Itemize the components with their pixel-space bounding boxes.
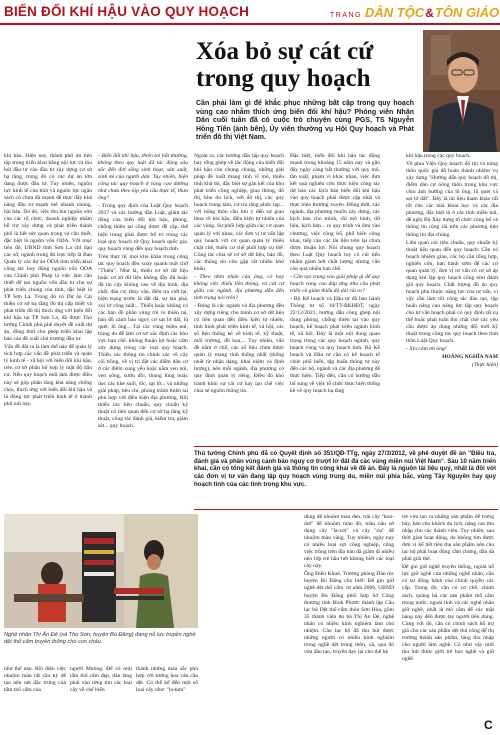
- header-rule: [0, 23, 500, 25]
- article2-column-3: [136, 666, 198, 695]
- article-paragraph: Đặc biệt, biến đổi khí hậu tác động mạnh trong khoảng 15 năm nay và gần đây ngày càng bất thường với quy mô, tần suất, phạm vi khác nhau, việc đưa kết quả nghiên cứu thực hiện công tác dự báo các kịch bản biến đổi khí hậu vào quy hoạch phải được cập nhật và thực hiện thường xuyên. Đồng thời, các ngành, địa phương muốn xây dựng, các kịch bản cho mình, rồi mô hình, dữ liệu, kịch bản... ra quy trình và đưa vào chương, việc công bố, phổ biến công khai, tiếp cận các tài liệu trên lại chưa được thuận lợi. Nói chung quy hoạch theo Luật Quy hoạch tuy có cải tiến nhằm giảm bớt chất lượng nhưng vẫn còn quá nhiều han chế.: [290, 153, 380, 272]
- article-byline-note: (Thực hiện): [471, 362, 498, 369]
- header-section-a: DÂN TỘC: [365, 5, 425, 20]
- article-column-2: [98, 153, 188, 431]
- article-title-line-2: trong quy hoạch: [196, 65, 371, 92]
- article-paragraph: khí hậu trong các quy hoạch.: [406, 153, 471, 159]
- interview-question: - Theo nhìn nhận của ông, có hay không việc thiếu liên thông, và cát cứ giữa các ngành, địa phương dẫn đến tình trạng nói trên?: [194, 273, 284, 301]
- article2-column-5: [402, 514, 494, 664]
- article-column-5: [406, 153, 498, 370]
- interview-answer: - Trong quy định của Luật Quy hoạch 2017 và các hướng dẫn Luật, giảm tác động của biến đổi khí hậu, phòng, chống thiên tai cũng được đề cập, thể hiện trong phải được bố trí trong các loại quy hoạch từ Quy hoạch quốc gia, quy hoạch vùng đến quy hoạch tỉnh.: [98, 203, 188, 252]
- interview-question: - Biến đổi khí hậu, thiên tai bất thường, không theo quy luật đã tác động sâu sắc đến đời sống sinh hoạt, sản xuất, sinh kế của người dân. Tuy nhiên, hiện công tác quy hoạch ở vùng cao dường như chưa theo kịp yêu cầu thực tế, thưa ông?: [98, 153, 188, 202]
- article-paragraph: Trên thực tế, mọi khó khăn trong công tác quy hoạch đều xoay quanh một chữ "Thiếu". Như là, thiếu cơ sở dữ liệu hoặc cơ sở dữ liệu không đầy đủ hoặc độ tin cậy không cao về địa hình, địa chất, dân cư, thủy văn, điều tra viết lại, hiện trạng trước là đất đá, sự tàn phá, xói lở công suất... Thiếu hoặc không có các bản đồ phân vùng rủi ro thiên tai, bản đồ cảnh báo nguy cơ sạt lở đất, lũ quét, lũ ống... Tại các vùng miền núi, trung du để làm cơ sở xác định các khu vực hạn chế, không thuận lợi hoặc cấm xây dựng trong các loại quy hoạch. Thiếu các thông tin chính xác về cây cối trồng, về vị trí đặt các điểm dân cư ở các điểm xung yếu hoặc nằm ven núi, ven sông, sườn đồi, thung lũng hoặc dọc các khe suối, tốc, sạt lở... và những giải pháp, tiêu chí, phòng tránh thiên tai phù hợp với điều kiện địa phương. Rồi thiếu các tiêu chuẩn, quy chuẩn kỹ thuật có liên quan đến cơ sở hạ tầng kỹ thuật, công tác đánh giá, kiểm tra, giám sát... quy hoạch.: [98, 253, 188, 429]
- article-paragraph: Ngoài ra, các hướng dẫn lập quy hoạch hay tổng ghép về tác động của biến đổi khí hậu còn chung chung, những giải pháp đề xuất mang tính vĩ mô, thiếu tính khả thi, đặc biệt sự gắn kết của khu phát triển công nghiệp, giao thông, đô thị, khu du lịch, với đô thị, các quy hoạch trung tâm, cư trú tăng phức tạp... với nông thôn cần lưu ý đến sự giao thoa về khí hậu, điều kiện tự nhiên của các vùng. Sự phối hợp giữa các cơ quan quản lý với nhau, các đơn vị tư vấn lập quy hoạch với cơ quan quản lý thiếu chặt chẽ, thiếu cơ chế phối hợp cụ thể. Công tác chia sẻ cơ sở dữ liệu, bản đồ, các thông tin còn gặp rất nhiều khó khăn.: [194, 153, 284, 272]
- interview-closing: - Xin cảm ơn ông!: [406, 346, 447, 353]
- interview-answer: - Bộ Kế hoạch và Đầu tư đã ban hành Thông tư số 10/TT-BKHĐT, ngày 22/12/2021, hướng dẫn cồng ghép nội dung phòng, chống thiên tai vào quy hoạch, kế hoạch phát triển ngành kinh tế, xã hội. Đây là một nội dung quan trọng trong các quy hoạch ngành, quy hoạch vùng và quy hoạch tỉnh. Bộ Kế hoạch và Đầu tư cần có kế hoạch tổ chức phổ biến, tập huấn thông tư này đến các bộ, ngành và các địa phương để thực hiện. Tiếp đến, cần có hướng dẫn bổ sung về việc tổ chức thực hiện thống kê về quy hoạch hạ tầng: [290, 295, 380, 394]
- article2-paragraph: người Mnông. Để có một tấm thổ cẩm đẹp, đàn làng phải vào rừng tìm các loại cây về chế biến: [70, 666, 132, 694]
- photo-caption: Nghệ nhân Thị Ăn Đê (xã Thọ Sơn, huyện Bù Đăng) đang nỗ lực truyền nghề dệt thổ cẩm truyền thống cho con cháu.: [4, 632, 196, 645]
- article2-paragraph: dùng để nhuộm màu đen, trái cây "kon-dơi" để nhuộm màu đỏ, mầu nâu sở dụng cây "la-zơi" và cây "ria" để nhuộm màu vàng. Tuy nhiên, ngày nay có nhiều loại sợi công nghiệp, công việc trồng trên địa bàn đã giảm đi nhiều nên lớp trẻ hầu hết không biết các loại cây này.: [304, 514, 394, 570]
- article2-paragraph: Để gìn giữ nghề truyền thống, ngoài nỗ lực giữ nghề của những nghệ nhân, cần có sự đồng hành của chính quyền các cấp. Trong đó, cần có cơ chế, chính sách, quảng bá các sản phẩm thổ cẩm trong nước, ngoài tỉnh và các nghệ nhân giữ nghề, nhất là mô cắm để các mặt hàng này đến được tay người tiêu dùng. Cùng với đó, cần có chính sách hỗ trợ giá cho các sản phẩm dệt thủ công để thị trường thành sản phẩm, tăng thu nhập cho người làm nghề. Có như vậy mới thu hút được giới trẻ học nghề và giữ nghề.: [402, 564, 494, 662]
- article-paragraph: Vấn đề đặt ra là làm thế nào để quản lý tích hợp các vấn đề phát triển và quản lý kinh tế - xã hội với biến đổi khí hậu, trên cơ sở phân bố hợp lý mật độ dân cư. Nếu quy hoạch môi làm được điều này sẽ góp phần tăng khả năng chống chịu, thích ứng với biến đổi khí hậu và là động lực phát triển kinh tế ở thành phố núi này.: [4, 344, 92, 407]
- header-section-amp: &: [425, 6, 434, 20]
- callout-box: Thủ tướng Chính phủ đã có Quyết định số 351/QĐ-TTg, ngày 27/3/2012, về phê duyệt đề án "Điều tra, đánh giá và phân vùng cảnh báo nguy cơ trượt lở đất đá các vùng miền núi Việt Nam". Sau 10 năm triển khai, cần có tổng kết đánh giá và thông tin công khai về đề án. Đây là nguồn tài liệu quý, nhất là đối với các đơn vị tư vấn đang lập quy hoạch vùng trung du, miền núi phía bắc, vùng Tây Nguyên hay quy hoạch tỉnh của các tỉnh trong khu vực.: [194, 450, 496, 488]
- interview-answer: - Đúng là các ngành và địa phương đều xây dựng riêng cho mình cơ sở dữ liệu có liên quan đến điều kiện tự nhiên, tình hình phát triển kinh tế, xã hội, các số liệu thống kê về kinh tế, kỹ thuật, môi trường, đồ họa,... Tuy nhiên, vấn đề nằm ở chỗ, các số liệu chưa được quản lý mang tính thống nhất (thống nhất từ nhận dạng, khai niệm và định lượng), nên mỗi ngành, địa phương có quy định quản lý riêng. Điều đó khó tránh khỏi sự cát cứ hay tạo chế việc chia sẻ nguồn thông tin.: [194, 302, 284, 394]
- article2-column-1: [4, 666, 66, 695]
- header-section: [330, 4, 500, 22]
- weaving-photo: [4, 514, 198, 628]
- article2-column-2: [70, 666, 132, 695]
- article-paragraph: Liên quan các tiêu chuẩn, quy chuẩn kỹ thuật liên quan đến quy hoạch: Cần có hoạch nhiệm giao, các bộ cần tổng hợp, nghiên cứu, ban hành sớm để các cơ quan quản lý, đơn vị tư vấn có cơ sở áp dụng khi lập quy hoạch cũng như đánh giá quy hoạch. Chất lượng đồ án quy hoạch phụ thuộc nặng lực của tư vấn, vì vậy cần làm tốt công tác đào tạo, tập huấn nâng cao năng lực lập quy hoạch cho tư vấn hoạch phải có quy định rất cụ thể hoặc phải tuân thủ chặt chẽ các yêu cầu được áp dụng những đổi mới kỹ thuật trong công tác quy hoạch theo tinh thần Luật Quy hoạch.: [406, 239, 498, 345]
- interview-question: - Cần tạo trung vào giải pháp gì để quy hoạch vùng cao đáp ứng nhu cầu phát triển và giảm thiểu độ dài rủi ro?: [290, 273, 380, 294]
- portrait-image: [423, 30, 500, 152]
- article-byline: HOÀNG NGHĨA NAM: [442, 354, 498, 361]
- article2-column-4: [304, 514, 394, 657]
- article2-paragraph: trẻ vừa tạo ra những sản phẩm để trưng bày, bán cho khách du lịch, nâng cao thu nhập cho các thành viên. Tuy nhiên, sau thời gian hoạt động, do không tìm được đơn vị kế tiết tiêu thụ sản phẩm nên câu lạc bộ phải hoạt động cầm chừng, dần dà phải giải thể.: [402, 514, 494, 563]
- article-paragraph: khí hậu. Hiện nay, thành phố ưu tiên tập trung triển khai bằng nội lực và thu hút đầu tư vào đầu tư xây dựng cơ sở hạ tầng, trong đó có các dự án lớn đang được đầu tư. Tuy nhiên, nguồn lực kinh tế của tỉnh và nguồn lực ngân sách có chưa đủ mạnh để thực đẩy khả năng đầu tư mạnh mẽ nhanh chóng, bài bản. Do đó, việc thu hút nguồn vốn của các tổ chức, doanh nghiệp nhằm hỗ trợ xây dựng và phát triển thành phố là hết sức quan trọng và cần thiết, đặc biệt là nguồn vốn ODA. Với mục tiêu đó, UBND tỉnh Sơn La chỉ đạo các sở, ngành trong đó trực tiếp là Ban Quản lý các dự án ODA tỉnh triển khai công tác huy động nguồn vốn ODA của Chính phủ Pháp là việc làm cần thiết để tạo nguồn vốn đầu tư cho sự phát triển chung của tỉnh, đặc biệt là TP Sơn La. Trong đó có Dự án Cải thiện cơ sở hạ tầng đô thị cấp thiết và phát triển đô thị thích ứng với biến đổi khí hậu tại TP Sơn La, đã được Thủ tướng Chính phủ phê duyệt đề xuất dự án, đồng thời cho phép triển khai lập báo cáo đề xuất chủ trương đầu tư.: [4, 153, 92, 343]
- page-header: [0, 0, 500, 26]
- article-column-3: [194, 153, 284, 396]
- callout-bottom-rule: [194, 509, 498, 510]
- article-column-1: [4, 153, 92, 409]
- article-title-line-1: Xóa bỏ sự cát cứ: [196, 38, 374, 65]
- callout-top-rule: [194, 446, 498, 447]
- interviewee-photo: [423, 30, 500, 152]
- weaving-image: [4, 514, 198, 628]
- article-title: [196, 38, 416, 92]
- article2-paragraph: như thế nào. Rồi điện việc nhuộm màu rất cầu kỳ để tạo nên nét đặc trưng của tấm thổ cẩm của: [4, 666, 66, 694]
- header-section-b: TÔN GIÁO: [434, 5, 500, 20]
- article2-paragraph: thành những màu sắc phù hợp với tưởng hoa văn cần dệt. Có thể kể đến một số loại cây như: "la-tum": [136, 666, 198, 694]
- article-lede: Cần phải làm gì để khắc phục những bất cập trong quy hoạch vùng cao nhằm thích ứng biến đổi khí hậu? Phóng viên Nhân Dân cuối tuần đã có cuộc trò chuyện cùng PGS, TS Nguyễn Hồng Tiến (ảnh bên), Ủy viên thường vụ Hội Quy hoạch và Phát triển đô thị Việt Nam.: [196, 100, 414, 142]
- header-page-word: TRANG: [330, 12, 362, 19]
- article-column-4: [290, 153, 380, 396]
- article-paragraph: Về phía Viện Quy hoạch đô thị và nông thôn quốc gia đã hoàn thành nhiệm vụ xây dựng "Hướng dẫn quy hoạch đô thị, điểm dân cư nông thôn trong khu vực chịu ảnh hưởng của lũ ống, lũ quét và sạt lở đất". Đây là tài liệu tham khảo rất tốt cho các nhà khoa học và các địa phương, đặc biệt là ở các tỉnh miền núi, để nghị Bộ Xây dựng tổ chức công bố và thông tin rộng rãi trên các phương tiện thông tin đại chúng.: [406, 161, 498, 238]
- page-corner-mark: C: [484, 718, 493, 732]
- header-title: BIẾN ĐỔI KHÍ HẬU VÀO QUY HOẠCH: [4, 4, 250, 19]
- article2-paragraph: Ông Điểu Khuê, Trưởng phòng Dân tộc huyện Bù Đăng cho biết: Để gìn giữ nghề dệt thổ cẩm, từ năm 2006, UBND huyện Bù Đăng phối hợp Sở Công thương tỉnh Bình Phước thành lập Câu lạc bộ Dệt thổ cẩm thôn Sơn Hòa, gồm 35 thành viên do bà Thị An Đê, nghệ nhân có nhiều kinh nghiệm làm chủ nhiệm. Câu lạc bộ đã thu hút được những người có nhiều kinh nghiệm trong nghề dệt trong thôn, xã, qua đó vừa đào tạo, truyền dạy lại cho thế hệ: [304, 571, 394, 655]
